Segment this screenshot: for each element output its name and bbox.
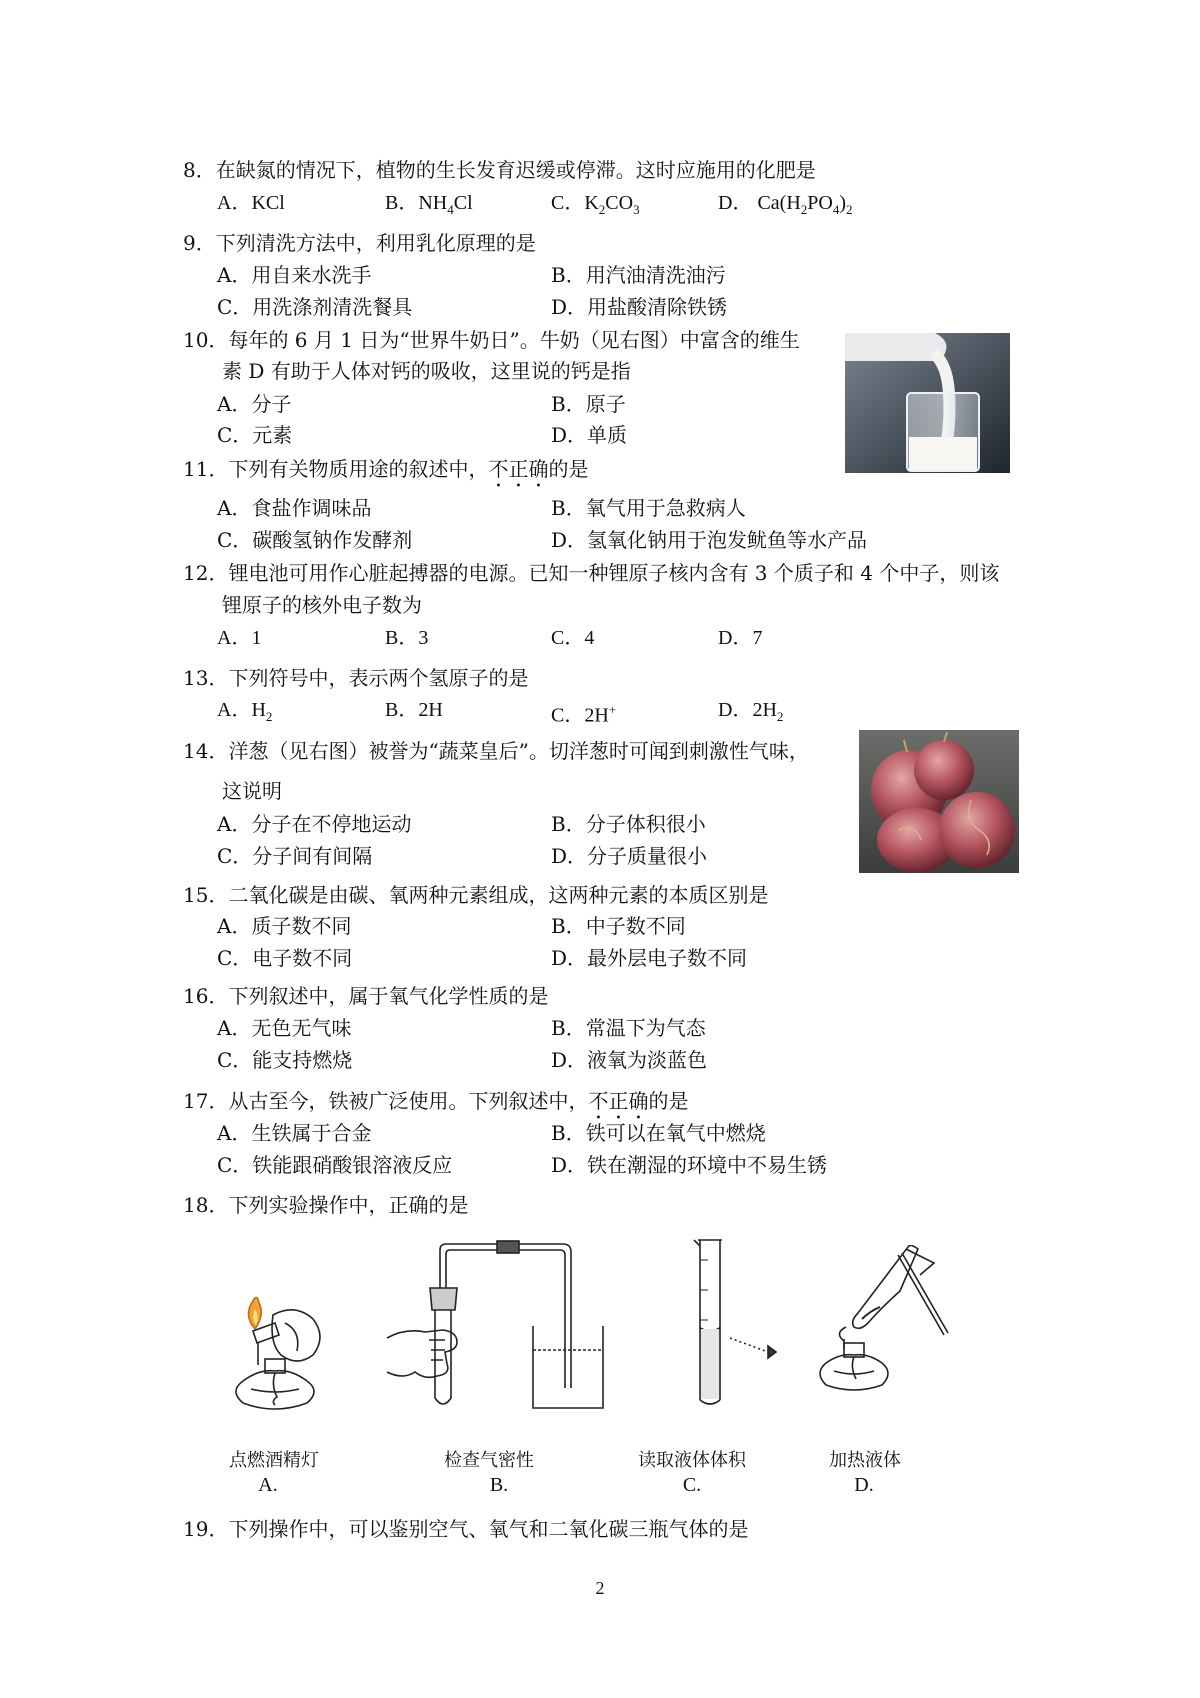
q8-option-c: C．$K_2CO_3$: [551, 192, 640, 217]
figure-a-letter: A.: [258, 1474, 278, 1496]
q10-option-d: D．单质: [551, 423, 628, 447]
q19-stem: 19．下列操作中，可以鉴别空气、氧气和二氧化碳三瓶气体的是: [183, 1517, 749, 1541]
q11-stem: 11．下列有关物质用途的叙述中，不正确的是: [183, 457, 589, 481]
q17-option-d: D．铁在潮湿的环境中不易生锈: [551, 1153, 828, 1177]
page-number: 2: [595, 1578, 605, 1598]
milk-pouring-photo: [845, 333, 1010, 473]
q16-stem: 16．下列叙述中，属于氧气化学性质的是: [183, 984, 549, 1008]
figure-check-airtightness: [385, 1240, 610, 1415]
q14-option-c: C．分子间有间隔: [217, 844, 373, 868]
q14-stem-line1: 14．洋葱（见右图）被誉为“蔬菜皇后”。切洋葱时可闻到刺激性气味，: [183, 739, 809, 763]
figure-b-caption: 检查气密性: [444, 1450, 534, 1471]
q16-option-a: A．无色无气味: [217, 1016, 352, 1040]
q17-option-b: B．铁可以在氧气中燃烧: [551, 1121, 766, 1145]
q13-option-b: B．2H: [385, 699, 443, 721]
q10-stem-line1: 10．每年的 6 月 1 日为“世界牛奶日”。牛奶（见右图）中富含的维生: [183, 328, 800, 352]
q9-option-b: B．用汽油清洗油污: [551, 263, 726, 287]
q9-option-d: D．用盐酸清除铁锈: [551, 295, 728, 319]
q8-option-b: B．$NH_4Cl$: [385, 192, 473, 217]
q12-stem-line1: 12．锂电池可用作心脏起搏器的电源。已知一种锂原子核内含有 3 个质子和 4 个中子，则该: [183, 561, 1000, 585]
onion-photo: [859, 730, 1019, 873]
q8-option-d: D． $Ca(H_2PO_4)_2$: [718, 192, 853, 217]
q11-option-c: C．碳酸氢钠作发酵剂: [217, 528, 413, 552]
q14-option-b: B．分子体积很小: [551, 812, 706, 836]
q9-stem: 9．下列清洗方法中，利用乳化原理的是: [183, 231, 536, 255]
q12-option-b: B．3: [385, 627, 429, 649]
q14-option-a: A．分子在不停地运动: [217, 812, 412, 836]
q16-option-d: D．液氧为淡蓝色: [551, 1048, 708, 1072]
q12-stem-line2: 锂原子的核外电子数为: [222, 593, 422, 617]
figure-c-caption: 读取液体体积: [638, 1450, 746, 1471]
q17-option-a: A．生铁属于合金: [217, 1121, 372, 1145]
q15-option-c: C．电子数不同: [217, 946, 353, 970]
figure-a-caption: 点燃酒精灯: [229, 1450, 319, 1471]
q10-stem-line2: 素 D 有助于人体对钙的吸收，这里说的钙是指: [222, 359, 631, 383]
q15-option-d: D．最外层电子数不同: [551, 946, 748, 970]
figure-b-letter: B.: [489, 1474, 509, 1496]
q12-option-d: D．7: [718, 627, 763, 649]
q9-option-a: A．用自来水洗手: [217, 263, 372, 287]
q16-option-c: C．能支持燃烧: [217, 1048, 353, 1072]
q15-option-b: B．中子数不同: [551, 914, 686, 938]
q17-stem: 17．从古至今，铁被广泛使用。下列叙述中，不正确的是: [183, 1089, 689, 1113]
q8-stem: 8．在缺氮的情况下，植物的生长发育迟缓或停滞。这时应施用的化肥是: [183, 158, 816, 182]
q10-option-c: C．元素: [217, 423, 293, 447]
figure-read-liquid-volume: [660, 1232, 780, 1412]
q11-option-d: D．氢氧化钠用于泡发鱿鱼等水产品: [551, 528, 868, 552]
q12-option-a: A．1: [217, 627, 262, 649]
figure-c-letter: C.: [682, 1474, 702, 1496]
figure-heat-liquid: [810, 1245, 980, 1415]
q11-option-b: B．氧气用于急救病人: [551, 496, 746, 520]
q15-stem: 15．二氧化碳是由碳、氧两种元素组成，这两种元素的本质区别是: [183, 883, 769, 907]
q16-option-b: B．常温下为气态: [551, 1016, 706, 1040]
q9-option-c: C．用洗涤剂清洗餐具: [217, 295, 413, 319]
q12-option-c: C．4: [551, 627, 595, 649]
figure-light-alcohol-lamp: [225, 1285, 350, 1415]
q14-stem-line2: 这说明: [222, 779, 282, 803]
q18-stem: 18．下列实验操作中，正确的是: [183, 1193, 469, 1217]
q13-option-d: D．$2H_2$: [718, 699, 784, 724]
q17-option-c: C．铁能跟硝酸银溶液反应: [217, 1153, 453, 1177]
q14-option-d: D．分子质量很小: [551, 844, 708, 868]
q8-option-a: A．KCl: [217, 192, 285, 214]
figure-d-letter: D.: [854, 1474, 874, 1496]
q13-option-a: A．$H_2$: [217, 699, 273, 724]
q10-option-a: A．分子: [217, 392, 292, 416]
q13-option-c: C．2H+: [551, 702, 617, 727]
figure-d-caption: 加热液体: [829, 1450, 901, 1471]
q13-stem: 13．下列符号中，表示两个氢原子的是: [183, 666, 529, 690]
q10-option-b: B．原子: [551, 392, 626, 416]
q11-option-a: A．食盐作调味品: [217, 496, 372, 520]
q15-option-a: A．质子数不同: [217, 914, 352, 938]
